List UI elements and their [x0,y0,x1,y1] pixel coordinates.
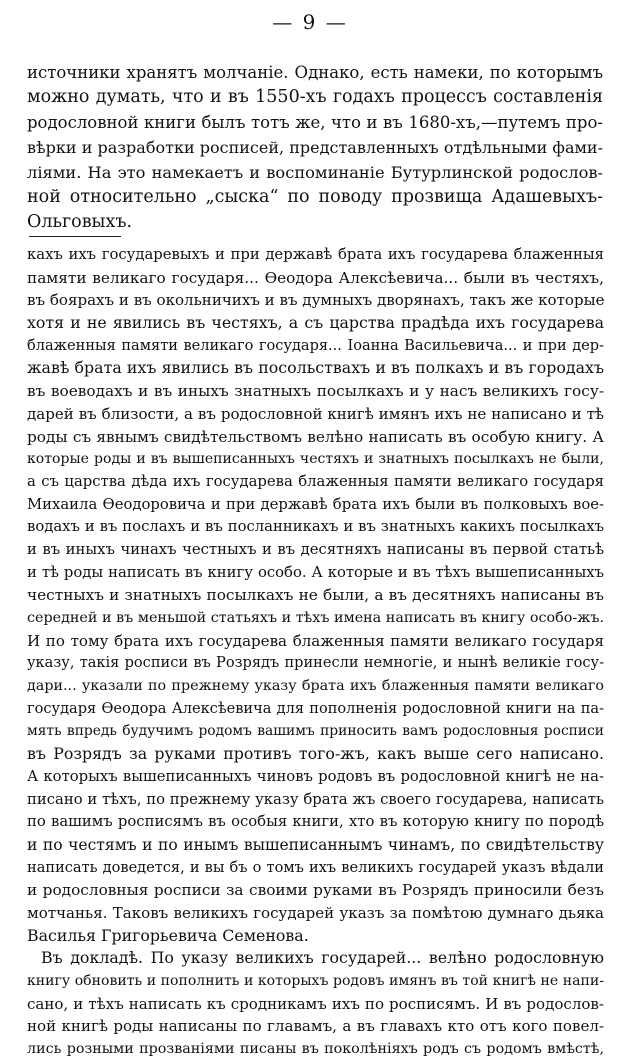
footnote-line: и въ иныхъ чинахъ честныхъ и въ десятняхъ написаны въ первой статьѣ [27,540,604,558]
footnote-line: въ Розрядъ за руками противъ того-жъ, какъ выше сего написано. [27,744,604,764]
footnote-line: писано и тѣхъ, по прежнему указу брата жъ своего государева, написать [27,790,604,808]
footnote-line: Михаила Ѳеодоровича и при державѣ брата ихъ были въ полковыхъ вое- [27,495,604,513]
footnote-line: хотя и не явились въ честяхъ, а съ царства прадѣда ихъ государева [27,313,604,333]
footnote-line: середней и въ меньшой статьяхъ и тѣхъ имена написать въ книгу особо-жъ. [27,610,604,626]
footnote-text [27,244,604,1061]
main-line: ліями. На это намекаетъ и воспоминаніе Бутурлинской родослов- [27,163,603,182]
footnote-line: водахъ и въ послахъ и въ посланникахъ и въ знатныхъ какихъ посылкахъ [27,518,604,536]
footnote-separator [29,236,121,237]
footnote-line: А которыхъ вышеписанныхъ чиновъ родовъ въ родословной книгѣ не на- [27,767,604,785]
main-line: Ольговыхъ. [27,212,133,232]
footnote-line: въ боярахъ и въ окольничихъ и въ думныхъ дворянахъ, такъ же которые [27,291,605,310]
footnote-line: И по тому брата ихъ государева блаженныя памяти великаго государя [27,631,604,650]
footnote-line: жавѣ брата ихъ явились въ посольствахъ и въ полкахъ и въ городахъ [27,358,604,378]
main-line: можно думать, что и въ 1550-хъ годахъ процессъ составленія [27,87,603,107]
footnote-line: въ воеводахъ и въ иныхъ знатныхъ посылкахъ и у насъ великихъ госу- [27,382,604,401]
footnote-line: государя Ѳеодора Алексѣевича для пополненія родословной книги на па- [27,699,604,717]
main-line: родословной книги былъ тотъ же, что и въ 1680-хъ,—путемъ про- [27,113,603,132]
footnote-line: Въ докладѣ. По указу великихъ государей... велѣно родословную [41,948,604,968]
main-line: источники хранятъ молчаніе. Однако, есть намеки, по которымъ [27,63,603,82]
footnote-line: мотчанья. Таковъ великихъ государей указъ за помѣтою думнаго дьяка [27,903,604,922]
footnote-line: указу, такія росписи въ Розрядъ принесли немногіе, и нынѣ великіе госу- [27,654,604,672]
footnote-line: кахъ ихъ государевыхъ и при державѣ брата ихъ государева блаженныя [27,246,604,263]
footnote-line: которые роды и въ вышеписанныхъ честяхъ и знатныхъ посылкахъ не были, [27,451,604,468]
footnote-line: по вашимъ росписямъ въ особыя книги, хто въ которую книгу по породѣ [27,813,604,831]
main-line: ной относительно „сыска“ по поводу прозвища Адашевыхъ- [27,187,603,207]
footnote-line: роды съ явнымъ свидѣтельствомъ велѣно написать въ особую книгу. А [27,427,604,446]
footnote-line: и тѣ роды написать въ книгу особо. А которые и въ тѣхъ вышеписанныхъ [27,563,604,581]
footnote-line: честныхъ и знатныхъ посылкахъ не были, а въ десятняхъ написаны въ [27,586,604,605]
footnote-line: Василья Григорьевича Семенова. [27,925,309,945]
footnote-line: мять впредь будучимъ родомъ вашимъ приносить вамъ родословныя росписи [27,723,604,740]
page-number: — 9 — [272,10,348,34]
footnote-line: книгу обновить и пополнить и которыхъ родовъ имянъ въ той книгѣ не напи- [27,973,604,989]
footnote-line: а съ царства дѣда ихъ государева блаженныя памяти великаго государя [27,472,604,490]
footnote-line: памяти великаго государя... Ѳеодора Алексѣевича... были въ честяхъ, [27,268,604,287]
footnote-line: лись розными прозваніями писаны въ поколѣніяхъ родъ съ родомъ вмѣстѣ, [27,1041,604,1058]
main-paragraph [27,60,603,235]
footnote-line: ной книгѣ роды написаны по главамъ, а въ главахъ кто отъ кого повел- [27,1017,604,1036]
footnote-line: блаженныя памяти великаго государя... Іоанна Васильевича... и при дер- [27,336,604,354]
main-line: вѣрки и разработки росписей, представленныхъ отдѣльными фами- [27,138,603,157]
footnote-line: и родословныя росписи за своими руками въ Розрядъ приносили безъ [27,881,604,900]
footnote-line: и по честямъ и по инымъ вышеписаннымъ чинамъ, по свидѣтельству [27,835,604,854]
footnote-line: написать доведется, и вы бъ о томъ ихъ великихъ государей указъ вѣдали [27,858,604,876]
footnote-line: дари... указали по прежнему указу брата ихъ блаженныя памяти великаго [27,678,604,695]
footnote-line: дарей въ близости, а въ родословной книгѣ имянъ ихъ не написано и тѣ [27,404,604,423]
footnote-line: сано, и тѣхъ написать къ сродникамъ ихъ по росписямъ. И въ родослов- [27,994,604,1013]
